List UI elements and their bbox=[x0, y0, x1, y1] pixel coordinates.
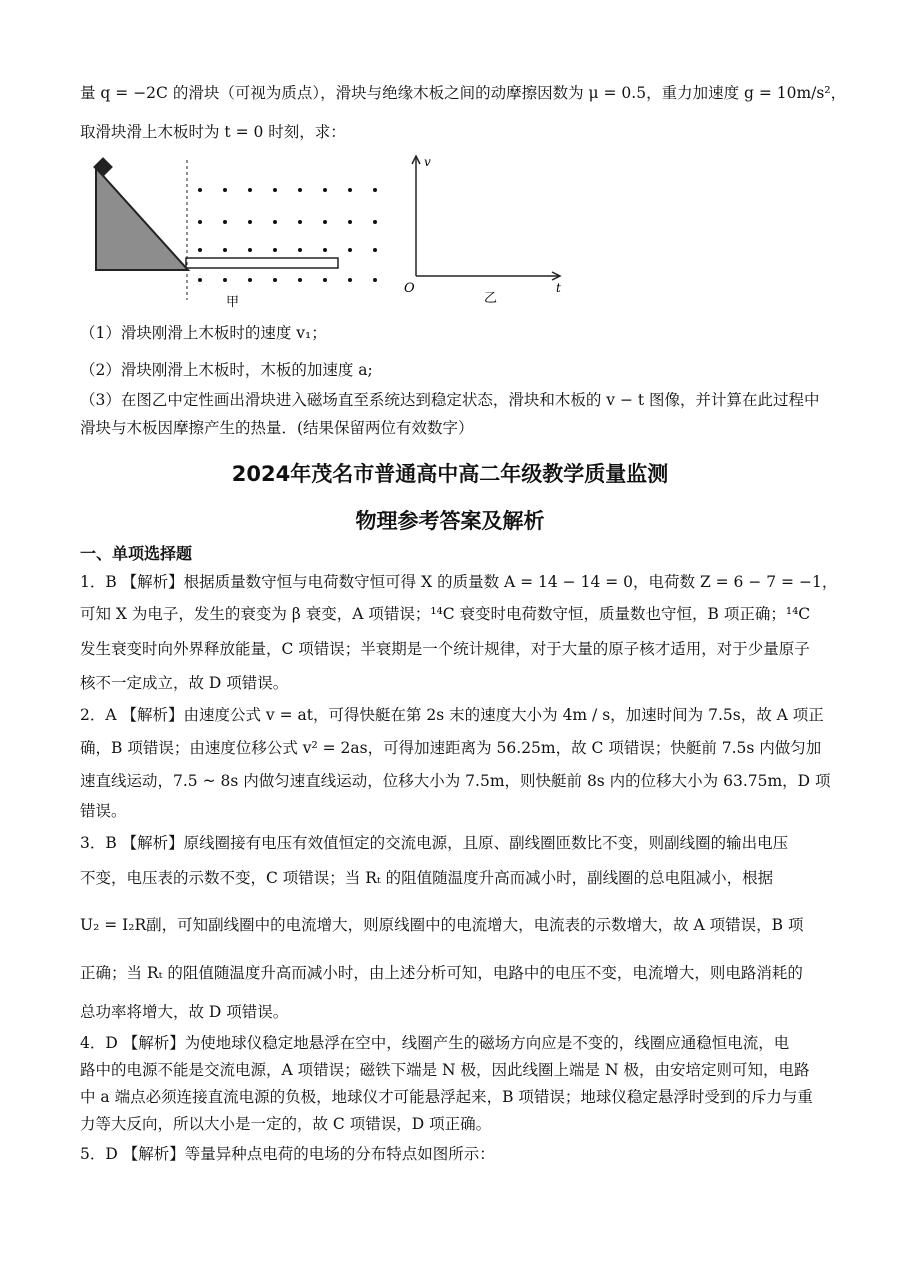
label-yi: 乙 bbox=[484, 291, 498, 306]
question-2: （2）滑块刚滑上木板时，木板的加速度 a; bbox=[80, 361, 373, 379]
wooden-board bbox=[186, 258, 338, 268]
answer-3-line-4: 正确；当 Rₜ 的阻值随温度升高而减小时，由上述分析可知，电路中的电压不变，电流增大，则电路消耗的 bbox=[80, 964, 803, 982]
figure-svg bbox=[90, 150, 570, 310]
answer-1-line-2: 可知 X 为电子，发生的衰变为 β 衰变，A 项错误；¹⁴C 衰变时电荷数守恒，质量数也守恒，B 项正确；¹⁴C bbox=[80, 605, 811, 623]
answer-4-line-2: 路中的电源不能是交流电源，A 项错误；磁铁下端是 N 极，因此线圈上端是 N 极，由安培定则可知，电路 bbox=[80, 1061, 810, 1079]
axis-v-label: v bbox=[424, 155, 431, 169]
answer-3-line-3: U₂ = I₂R副，可知副线圈中的电流增大，则原线圈中的电流增大，电流表的示数增大，故 A 项错误，B 项 bbox=[80, 916, 804, 934]
question-1: （1）滑块刚滑上木板时的速度 v₁； bbox=[80, 324, 327, 342]
label-jia: 甲 bbox=[226, 295, 240, 310]
problem-line-1: 量 q = −2C 的滑块（可视为质点），滑块与绝缘木板之间的动摩擦因数为 μ = 0.5，重力加速度 g = 10m/s²， bbox=[80, 84, 847, 102]
answer-3-line-1: 3．B 【解析】原线圈接有电压有效值恒定的交流电源，且原、副线圈匝数比不变，则副线圈的输出电压 bbox=[80, 834, 789, 852]
answer-4-line-4: 力等大反向，所以大小是一定的，故 C 项错误，D 项正确。 bbox=[80, 1115, 492, 1133]
answer-2-line-2: 确，B 项错误；由速度位移公式 v² = 2as，可得加速距离为 56.25m，故 C 项错误；快艇前 7.5s 内做匀加 bbox=[80, 739, 822, 757]
answer-5-line-1: 5．D 【解析】等量异种点电荷的电场的分布特点如图所示： bbox=[80, 1145, 495, 1163]
section-heading: 一、单项选择题 bbox=[80, 544, 193, 563]
answer-2-line-3: 速直线运动，7.5 ~ 8s 内做匀速直线运动，位移大小为 7.5m，则快艇前 8s 内的位移大小为 63.75m，D 项 bbox=[80, 772, 831, 790]
origin-label: O bbox=[404, 281, 415, 296]
problem-line-2: 取滑块滑上木板时为 t = 0 时刻，求： bbox=[80, 123, 346, 141]
incline-shape bbox=[96, 168, 188, 270]
answer-3-line-2: 不变，电压表的示数不变，C 项错误；当 Rₜ 的阻值随温度升高而减小时，副线圈的总电阻减小，根据 bbox=[80, 869, 774, 887]
answer-1-line-4: 核不一定成立，故 D 项错误。 bbox=[80, 674, 289, 692]
answer-title-line-2: 物理参考答案及解析 bbox=[355, 509, 545, 533]
question-3-line-2: 滑块与木板因摩擦产生的热量．(结果保留两位有效数字） bbox=[80, 419, 474, 437]
answer-2-line-1: 2．A 【解析】由速度公式 v = at，可得快艇在第 2s 末的速度大小为 4m / s，加速时间为 7.5s，故 A 项正 bbox=[80, 706, 824, 724]
answer-1-line-3: 发生衰变时向外界释放能量，C 项错误；半衰期是一个统计规律，对于大量的原子核才适用，对于少量原子 bbox=[80, 640, 810, 658]
answer-1-line-1: 1．B 【解析】根据质量数守恒与电荷数守恒可得 X 的质量数 A = 14 − 14 = 0，电荷数 Z = 6 − 7 = −1， bbox=[80, 573, 838, 591]
axis-t-label: t bbox=[556, 281, 561, 295]
answer-4-line-1: 4．D 【解析】为使地球仪稳定地悬浮在空中，线圈产生的磁场方向应是不变的，线圈应通稳恒电流，电 bbox=[80, 1034, 790, 1052]
problem-figure bbox=[90, 150, 570, 310]
answer-3-line-5: 总功率将增大，故 D 项错误。 bbox=[80, 1003, 289, 1021]
answer-title-line-1: 2024年茂名市普通高中高二年级教学质量监测 bbox=[231, 462, 669, 486]
answer-4-line-3: 中 a 端点必须连接直流电源的负极，地球仪才可能悬浮起来，B 项错误；地球仪稳定悬浮时受到的斥力与重 bbox=[80, 1088, 813, 1106]
question-3-line-1: （3）在图乙中定性画出滑块进入磁场直至系统达到稳定状态，滑块和木板的 v − t 图像，并计算在此过程中 bbox=[80, 391, 820, 409]
answer-2-line-4: 错误。 bbox=[80, 802, 127, 820]
